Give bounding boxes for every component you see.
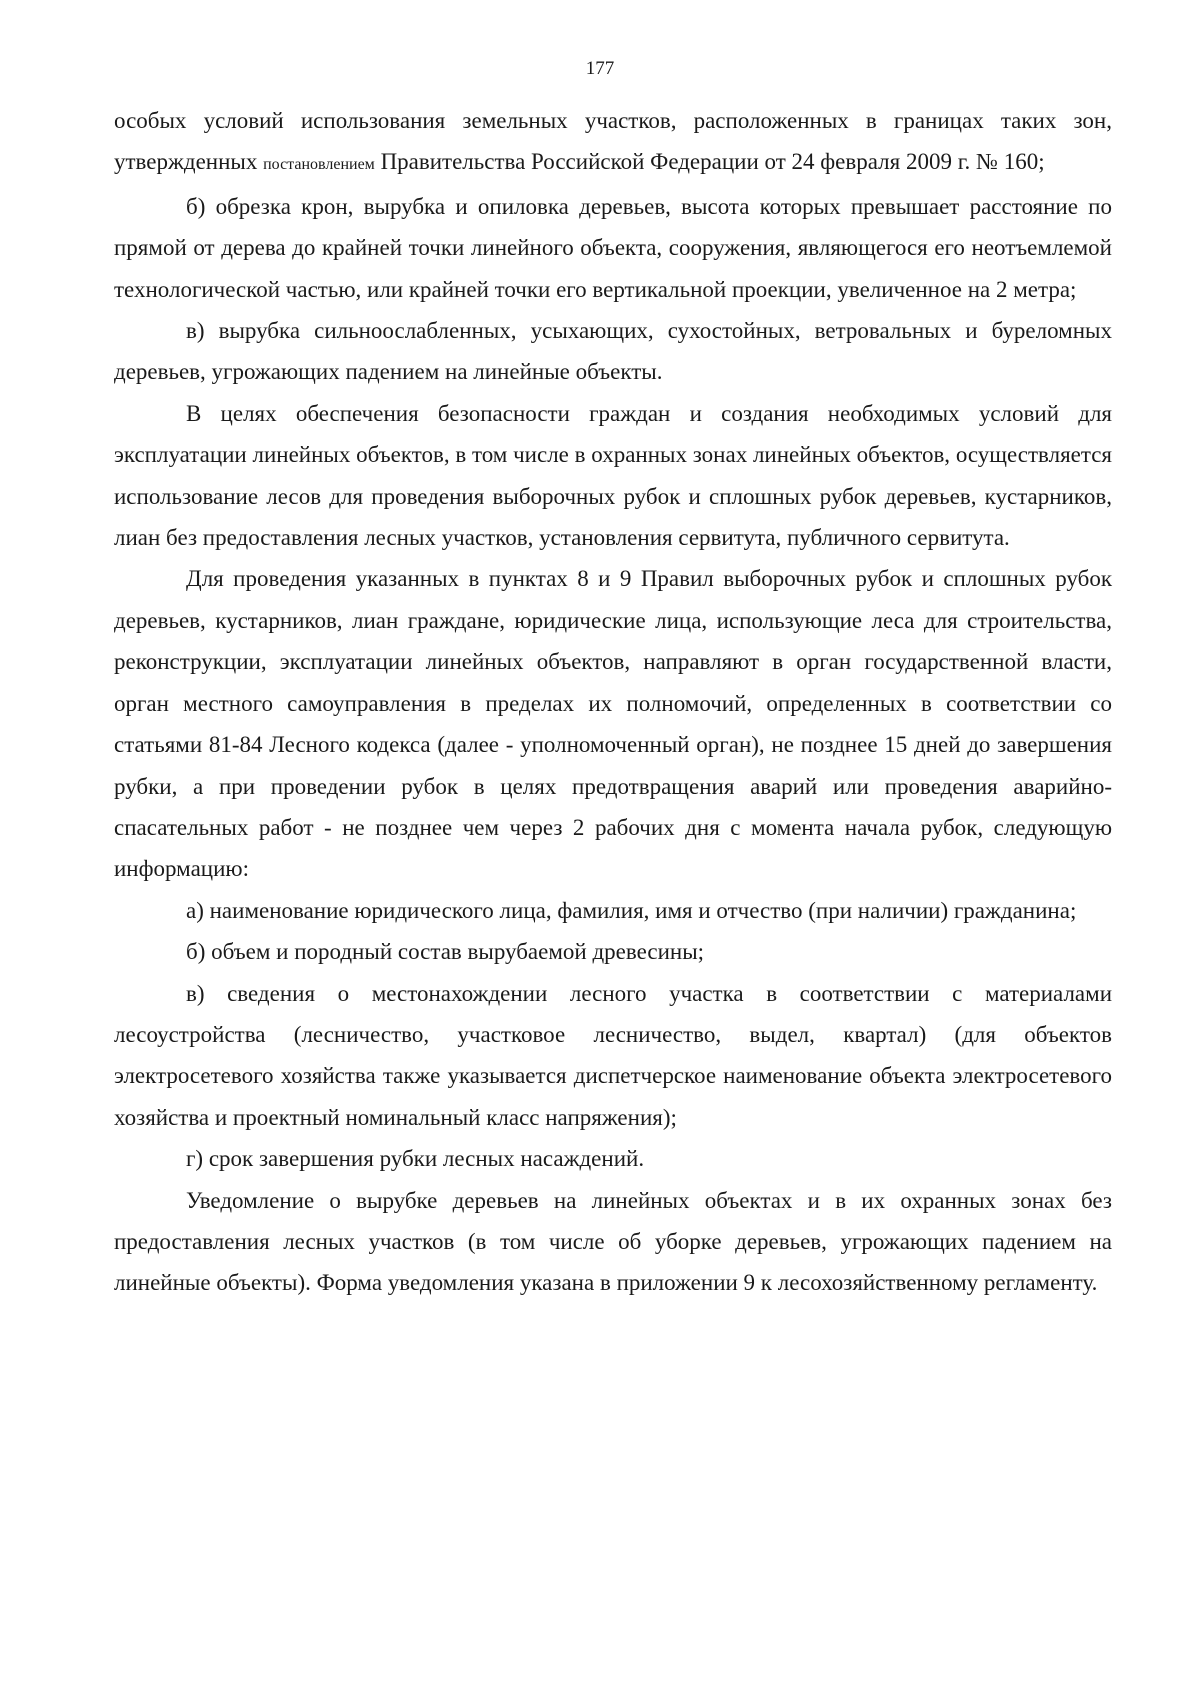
paragraph-text-end: Правительства Российской Федерации от 24 февраля 2009 г. № 160; (374, 149, 1045, 175)
paragraph-notification-form: Уведомление о вырубке деревьев на линейных объектах и в их охранных зонах без предоставления лесных участков (в том числе об уборке деревьев, угрожающих падением на линейные объекты). Форма уведомления указана в приложении 9 к лесохозяйственному регламенту. (114, 1187, 1112, 1296)
paragraph-conditions-continuation (114, 100, 1112, 186)
paragraph-notification-requirements: Для проведения указанных в пунктах 8 и 9 Правил выборочных рубок и сплошных рубок деревьев, кустарников, лиан граждане, юридические лица, использующие леса для строительства, реконструкции, эксплуатации линейных объектов, направляют в орган государственной власти, орган местного самоуправления в пределах их полномочий, определенных в соответствии со статьями 81-84 Лесного кодекса (далее - уполномоченный орган), не позднее 15 дней до завершения рубки, а при проведении рубок в целях предотвращения аварий или проведения аварийно-спасательных работ - не позднее чем через 2 рабочих дня с момента начала рубок, следующую информацию: (114, 566, 1112, 882)
paragraph-item-b-volume: б) объем и породный состав вырубаемой древесины; (186, 939, 705, 965)
paragraph-text-start: особых условий использования земельных участков, расположенных в границах таких зон, утвержденных (114, 108, 1112, 175)
document-body (114, 100, 1112, 1304)
paragraph-item-v-location: в) сведения о местонахождении лесного участка в соответствии с материалами лесоустройства (лесничество, участковое лесничество, выдел, квартал) (для объектов электросетевого хозяйства также указывается диспетчерское наименование объекта электросетевого хозяйства и проектный номинальный класс напряжения); (114, 980, 1112, 1130)
paragraph-item-a-name: а) наименование юридического лица, фамилия, имя и отчество (при наличии) гражданина; (186, 897, 1077, 923)
paragraph-item-g-deadline: г) срок завершения рубки лесных насаждений. (186, 1146, 645, 1172)
small-word-postanovleniem: постановлением (263, 156, 375, 174)
paragraph-item-b-crown-trimming: б) обрезка крон, вырубка и опиловка деревьев, высота которых превышает расстояние по прямой от дерева до крайней точки линейного объекта, сооружения, являющегося его неотъемлемой технологической частью, или крайней точки его вертикальной проекции, увеличенное на 2 метра; (114, 193, 1112, 302)
page-number: 177 (585, 58, 615, 79)
paragraph-safety-purposes: В целях обеспечения безопасности граждан и создания необходимых условий для эксплуатации линейных объектов, в том числе в охранных зонах линейных объектов, осуществляется использование лесов для проведения выборочных рубок и сплошных рубок деревьев, кустарников, лиан без предоставления лесных участков, установления сервитута, публичного сервитута. (114, 400, 1112, 551)
paragraph-item-v-weakened-trees: в) вырубка сильноослабленных, усыхающих, сухостойных, ветровальных и буреломных деревьев, угрожающих падением на линейные объекты. (114, 318, 1112, 385)
